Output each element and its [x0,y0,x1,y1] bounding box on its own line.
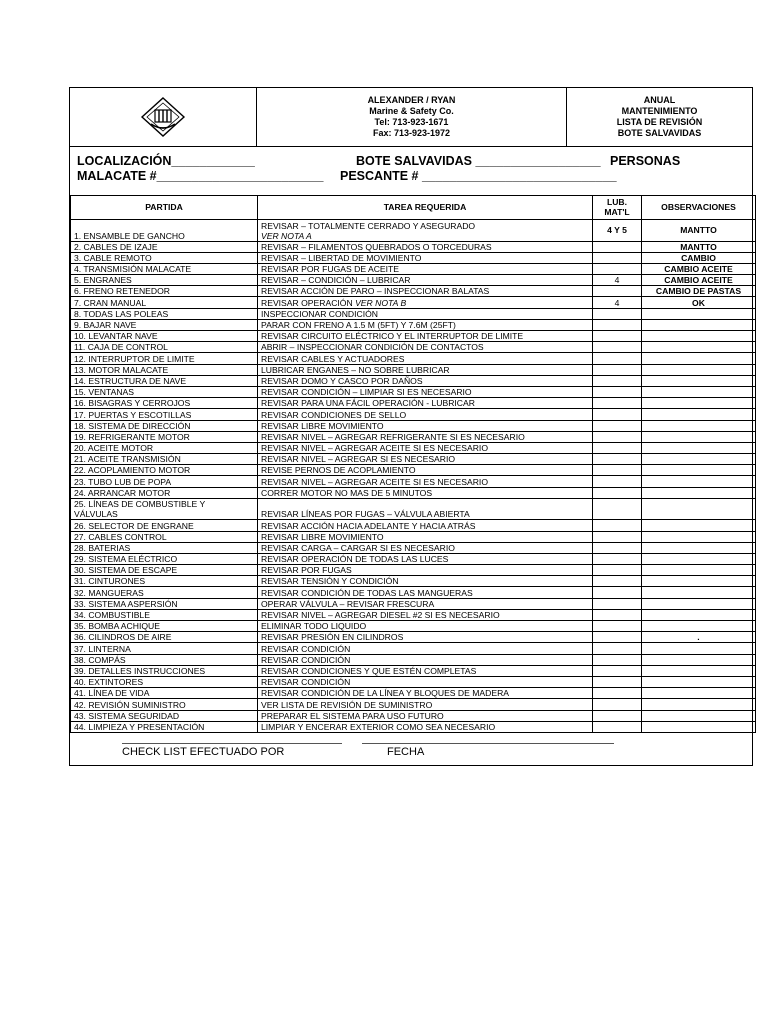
partida-cell: 5. ENGRANES [71,275,258,286]
partida-cell: 29. SISTEMA ELÉCTRICO [71,553,258,564]
tarea-cell: REVISAR NIVEL – AGREGAR REFRIGERANTE SI ES NECESARIO [258,431,593,442]
observaciones-cell[interactable] [642,498,756,520]
partida-cell: 9. BAJAR NAVE [71,319,258,330]
tarea-cell: REVISAR NIVEL – AGREGAR ACEITE SI ES NECESARIO [258,442,593,453]
observaciones-cell[interactable] [642,520,756,531]
table-row [71,431,756,442]
lub-cell[interactable] [593,699,642,710]
observaciones-cell[interactable] [642,643,756,654]
partida-cell: 30. SISTEMA DE ESCAPE [71,565,258,576]
logo-cell [70,88,257,146]
partida-cell: 13. MOTOR MALACATE [71,364,258,375]
table-row [71,442,756,453]
observaciones-cell[interactable] [642,386,756,397]
lub-cell[interactable] [593,565,642,576]
fecha-label: FECHA [387,746,425,758]
partida-cell: 24. ARRANCAR MOTOR [71,487,258,498]
partida-cell: 40. EXTINTORES [71,676,258,687]
table-row [71,531,756,542]
tarea-cell: REVISAR CONDICIÓN – LIMPIAR SI ES NECESARIO [258,386,593,397]
tarea-cell: REVISAR LIBRE MOVIMIENTO [258,420,593,431]
lub-cell[interactable] [593,643,642,654]
table-row [71,263,756,274]
observaciones-cell[interactable] [642,364,756,375]
tarea-cell: REVISAR – LIBERTAD DE MOVIMIENTO [258,252,593,263]
partida-cell: 27. CABLES CONTROL [71,531,258,542]
tarea-note: VER NOTA B [355,297,407,308]
observaciones-cell[interactable] [642,699,756,710]
checklist-signature-line[interactable] [122,743,342,744]
table-row [71,699,756,710]
lub-cell[interactable] [593,465,642,476]
tarea-cell: REVISAR CONDICIÓN [258,643,593,654]
partida-cell: 34. COMBUSTIBLE [71,609,258,620]
observaciones-cell[interactable]: CAMBIO DE PASTAS [642,286,756,297]
observaciones-cell[interactable] [642,353,756,364]
observaciones-cell[interactable] [642,598,756,609]
lub-cell[interactable] [593,409,642,420]
observaciones-cell[interactable] [642,654,756,665]
tarea-cell: REVISAR CONDICIÓN [258,676,593,687]
partida-cell: 14. ESTRUCTURA DE NAVE [71,375,258,386]
checklist-label: CHECK LIST EFECTUADO POR [122,746,285,758]
observaciones-cell[interactable]: CAMBIO [642,252,756,263]
col-header-tarea: TAREA REQUERIDA [258,196,593,220]
tarea-cell: LUBRICAR ENGANES – NO SOBRE LUBRICAR [258,364,593,375]
table-row [71,308,756,319]
lub-cell[interactable] [593,531,642,542]
observaciones-cell[interactable] [642,442,756,453]
partida-text-2: VÁLVULAS [74,509,118,520]
observaciones-cell[interactable]: MANTTO [642,220,756,242]
lub-cell[interactable] [593,319,642,330]
observaciones-cell[interactable] [642,409,756,420]
tarea-cell: CORRER MOTOR NO MAS DE 5 MINUTOS [258,487,593,498]
lub-cell[interactable] [593,498,642,520]
table-row [71,487,756,498]
observaciones-cell[interactable] [642,319,756,330]
observaciones-cell[interactable]: OK [642,297,756,308]
lub-cell[interactable] [593,364,642,375]
table-row [71,643,756,654]
partida-cell: 19. REFRIGERANTE MOTOR [71,431,258,442]
partida-cell: 32. MANGUERAS [71,587,258,598]
table-row [71,553,756,564]
table-row [71,375,756,386]
lub-cell[interactable] [593,520,642,531]
observaciones-cell[interactable] [642,542,756,553]
tarea-cell: REVISAR OPERACIÓN DE TODAS LAS LUCES [258,553,593,564]
partida-cell: 10. LEVANTAR NAVE [71,331,258,342]
partida-cell: 43. SISTEMA SEGURIDAD [71,710,258,721]
tarea-cell [258,220,593,242]
tarea-cell: REVISAR NIVEL – AGREGAR SI ES NECESARIO [258,454,593,465]
partida-cell: 1. ENSAMBLE DE GANCHO [71,220,258,242]
lub-cell[interactable] [593,241,642,252]
company-name: ALEXANDER / RYAN [367,95,456,105]
title-line-2: MANTENIMIENTO [621,106,698,116]
lub-cell[interactable] [593,710,642,721]
lub-cell[interactable] [593,386,642,397]
tarea-text: REVISAR OPERACIÓN [261,297,353,308]
tarea-cell: REVISAR ACCIÓN DE PARO – INSPECCIONAR BALATAS [258,286,593,297]
partida-text: 25. LÍNEAS DE COMBUSTIBLE Y [74,499,206,510]
partida-cell: 35. BOMBA ACHIQUE [71,621,258,632]
table-row [71,252,756,263]
lub-cell[interactable] [593,609,642,620]
partida-cell: 44. LIMPIEZA Y PRESENTACIÓN [71,721,258,732]
lub-cell[interactable] [593,542,642,553]
tarea-cell: REVISAR POR FUGAS [258,565,593,576]
table-row [71,676,756,687]
lub-cell[interactable] [593,587,642,598]
lub-cell[interactable] [593,665,642,676]
partida-cell: 39. DETALLES INSTRUCCIONES [71,665,258,676]
company-fax: Fax: 713-923-1972 [372,128,451,138]
tarea-cell: PARAR CON FRENO A 1.5 M (5FT) Y 7.6M (25FT) [258,319,593,330]
table-row [71,688,756,699]
lub-cell[interactable]: 4 [593,275,642,286]
partida-cell: 20. ACEITE MOTOR [71,442,258,453]
observaciones-cell[interactable] [642,420,756,431]
tarea-cell: INSPECCIONAR CONDICIÓN [258,308,593,319]
partida-cell [71,498,258,520]
partida-cell: 18. SISTEMA DE DIRECCIÓN [71,420,258,431]
company-logo-icon [140,96,186,138]
table-row [71,386,756,397]
tarea-cell: REVISAR – FILAMENTOS QUEBRADOS O TORCEDURAS [258,241,593,252]
observaciones-cell[interactable] [642,375,756,386]
tarea-cell: REVISAR NIVEL – AGREGAR ACEITE SI ES NECESARIO [258,476,593,487]
observaciones-cell[interactable] [642,398,756,409]
observaciones-cell[interactable] [642,621,756,632]
tarea-cell: REVISAR LÍNEAS POR FUGAS – VÁLVULA ABIERTA [258,498,593,520]
observaciones-cell[interactable] [642,476,756,487]
observaciones-cell[interactable]: CAMBIO ACEITE [642,263,756,274]
table-row [71,286,756,297]
table-row [71,609,756,620]
partida-cell: 26. SELECTOR DE ENGRANE [71,520,258,531]
col-header-lub-2: MAT'L [604,206,630,217]
lub-cell[interactable] [593,431,642,442]
partida-cell: 23. TUBO LUB DE POPA [71,476,258,487]
tarea-cell [258,297,593,308]
tarea-text: REVISAR – TOTALMENTE CERRADO Y ASEGURADO [261,220,476,231]
tarea-cell: REVISAR PARA UNA FÁCIL OPERACIÓN - LUBRICAR [258,398,593,409]
table-row [71,498,756,520]
pescante-field[interactable]: PESCANTE # ____________________________ [340,169,617,183]
info-section [70,147,752,196]
lub-cell[interactable] [593,476,642,487]
observaciones-cell[interactable]: MANTTO [642,241,756,252]
header [70,88,752,147]
lub-cell[interactable] [593,487,642,498]
table-row [71,621,756,632]
tarea-cell: OPERAR VÁLVULA – REVISAR FRESCURA [258,598,593,609]
lub-cell[interactable] [593,420,642,431]
lub-cell[interactable] [593,454,642,465]
document-title [567,88,752,146]
tarea-cell: REVISAR CARGA – CARGAR SI ES NECESARIO [258,542,593,553]
lub-cell[interactable] [593,398,642,409]
table-header-row [71,196,756,220]
table-row [71,420,756,431]
tarea-cell: REVISAR CONDICIONES DE SELLO [258,409,593,420]
malacate-field[interactable]: MALACATE #________________________ [77,169,324,183]
table-row [71,710,756,721]
tarea-cell: REVISAR TENSIÓN Y CONDICIÓN [258,576,593,587]
partida-cell: 15. VENTANAS [71,386,258,397]
checklist-table [70,195,756,733]
table-row [71,654,756,665]
tarea-cell: VER LISTA DE REVISIÓN DE SUMINISTRO [258,699,593,710]
tarea-cell: ELIMINAR TODO LIQUIDO [258,621,593,632]
tarea-cell: REVISAR POR FUGAS DE ACEITE [258,263,593,274]
table-row [71,632,756,643]
table-row [71,598,756,609]
table-row [71,364,756,375]
observaciones-cell[interactable] [642,308,756,319]
lub-cell[interactable] [593,632,642,643]
tarea-cell: REVISAR CABLES Y ACTUADORES [258,353,593,364]
tarea-cell: REVISAR DOMO Y CASCO POR DAÑOS [258,375,593,386]
observaciones-cell[interactable] [642,565,756,576]
observaciones-cell[interactable] [642,676,756,687]
col-header-obs: OBSERVACIONES [642,196,756,220]
lub-cell[interactable]: 4 Y 5 [593,220,642,242]
table-row [71,319,756,330]
partida-cell: 3. CABLE REMOTO [71,252,258,263]
partida-cell: 21. ACEITE TRANSMISIÓN [71,454,258,465]
lub-cell[interactable] [593,688,642,699]
table-row [71,275,756,286]
personas-label: PERSONAS [610,154,681,168]
table-row [71,565,756,576]
partida-cell: 7. CRAN MANUAL [71,297,258,308]
localizacion-field[interactable]: LOCALIZACIÓN____________ [77,154,255,168]
tarea-cell: REVISAR CONDICIONES Y QUE ESTÉN COMPLETAS [258,665,593,676]
observaciones-cell[interactable] [642,710,756,721]
tarea-cell: REVISAR NIVEL – AGREGAR DIESEL #2 SI ES NECESARIO [258,609,593,620]
table-row [71,220,756,242]
table-row [71,465,756,476]
lub-cell[interactable] [593,654,642,665]
partida-cell: 38. COMPÁS [71,654,258,665]
partida-cell: 16. BISAGRAS Y CERROJOS [71,398,258,409]
title-line-4: BOTE SALVAVIDAS [617,128,702,138]
partida-cell: 12. INTERRUPTOR DE LIMITE [71,353,258,364]
observaciones-cell[interactable] [642,609,756,620]
lub-cell[interactable] [593,308,642,319]
tarea-cell: REVISAR – CONDICIÓN – LUBRICAR [258,275,593,286]
table-row [71,454,756,465]
lub-cell[interactable]: 4 [593,297,642,308]
tarea-cell: LIMPIAR Y ENCERAR EXTERIOR COMO SEA NECESARIO [258,721,593,732]
tarea-cell: PREPARAR EL SISTEMA PARA USO FUTURO [258,710,593,721]
observaciones-cell[interactable] [642,331,756,342]
partida-cell: 36. CILINDROS DE AIRE [71,632,258,643]
table-row [71,353,756,364]
observaciones-cell[interactable] [642,431,756,442]
table-row [71,476,756,487]
tarea-cell: REVISAR PRESIÓN EN CILINDROS [258,632,593,643]
lub-cell[interactable] [593,331,642,342]
table-row [71,576,756,587]
company-subtitle: Marine & Safety Co. [369,106,454,116]
company-info [257,88,567,146]
partida-cell: 37. LINTERNA [71,643,258,654]
observaciones-cell[interactable] [642,688,756,699]
tarea-cell: REVISAR LIBRE MOVIMIENTO [258,531,593,542]
title-line-3: LISTA DE REVISIÓN [616,117,703,127]
lub-cell[interactable] [593,375,642,386]
partida-cell: 31. CINTURONES [71,576,258,587]
lub-cell[interactable] [593,676,642,687]
table-row [71,398,756,409]
observaciones-cell[interactable]: . [642,632,756,643]
lub-cell[interactable] [593,442,642,453]
tarea-cell: REVISAR CONDICIÓN [258,654,593,665]
lub-cell[interactable] [593,353,642,364]
bote-field[interactable]: BOTE SALVAVIDAS __________________ [356,154,601,168]
tarea-cell: REVISAR ACCIÓN HACIA ADELANTE Y HACIA ATRÁS [258,520,593,531]
table-row [71,342,756,353]
lub-cell[interactable] [593,252,642,263]
observaciones-cell[interactable] [642,553,756,564]
partida-cell: 22. ACOPLAMIENTO MOTOR [71,465,258,476]
checklist-sheet [69,87,753,766]
observaciones-cell[interactable] [642,576,756,587]
partida-cell: 8. TODAS LAS POLEAS [71,308,258,319]
tarea-cell: REVISAR CIRCUITO ELÉCTRICO Y EL INTERRUPTOR DE LIMITE [258,331,593,342]
observaciones-cell[interactable] [642,587,756,598]
lub-cell[interactable] [593,553,642,564]
lub-cell[interactable] [593,598,642,609]
table-row [71,297,756,308]
footer [70,728,752,766]
partida-cell: 11. CAJA DE CONTROL [71,342,258,353]
lub-cell[interactable] [593,621,642,632]
table-row [71,665,756,676]
lub-cell[interactable] [593,576,642,587]
tarea-cell: ABRIR – INSPECCIONAR CONDICIÓN DE CONTACTOS [258,342,593,353]
lub-cell[interactable] [593,342,642,353]
fecha-line[interactable] [362,743,614,744]
partida-cell: 33. SISTEMA ASPERSIÓN [71,598,258,609]
partida-cell: 42. REVISIÓN SUMINISTRO [71,699,258,710]
observaciones-cell[interactable] [642,531,756,542]
tarea-cell: REVISAR CONDICIÓN DE TODAS LAS MANGUERAS [258,587,593,598]
partida-cell: 28. BATERIAS [71,542,258,553]
observaciones-cell[interactable] [642,342,756,353]
tarea-note: VER NOTA A [261,230,312,241]
observaciones-cell[interactable] [642,665,756,676]
table-row [71,587,756,598]
partida-cell: 6. FRENO RETENEDOR [71,286,258,297]
observaciones-cell[interactable] [642,465,756,476]
table-row [71,331,756,342]
lub-cell[interactable] [593,286,642,297]
partida-cell: 17. PUERTAS Y ESCOTILLAS [71,409,258,420]
table-row [71,520,756,531]
observaciones-cell[interactable]: CAMBIO ACEITE [642,275,756,286]
table-row [71,542,756,553]
observaciones-cell[interactable] [642,454,756,465]
lub-cell[interactable] [593,263,642,274]
title-line-1: ANUAL [643,95,676,105]
table-row [71,241,756,252]
col-header-lub [593,196,642,220]
partida-cell: 2. CABLES DE IZAJE [71,241,258,252]
partida-cell: 4. TRANSMISIÓN MALACATE [71,263,258,274]
observaciones-cell[interactable] [642,487,756,498]
company-phone: Tel: 713-923-1671 [374,117,449,127]
tarea-cell: REVISE PERNOS DE ACOPLAMIENTO [258,465,593,476]
partida-cell: 41. LÍNEA DE VIDA [71,688,258,699]
tarea-cell: REVISAR CONDICIÓN DE LA LÍNEA Y BLOQUES DE MADERA [258,688,593,699]
col-header-partida: PARTIDA [71,196,258,220]
table-row [71,409,756,420]
col-header-lub-1: LUB. [606,197,628,207]
